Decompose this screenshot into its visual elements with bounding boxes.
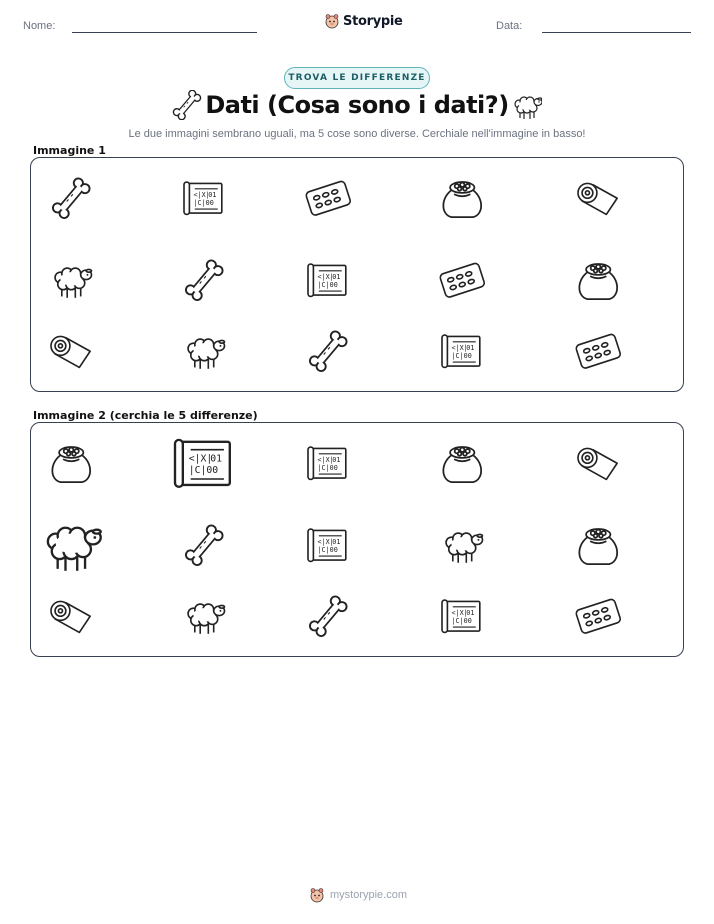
sack-icon[interactable]	[442, 443, 483, 484]
footer	[309, 887, 407, 903]
scroll-icon[interactable]	[175, 434, 234, 493]
scroll-icon[interactable]	[442, 596, 483, 637]
sack-icon	[578, 260, 619, 301]
bone-icon	[308, 331, 349, 372]
roll-icon	[51, 331, 92, 372]
name-label: Nome:	[23, 20, 56, 32]
mascot-icon	[324, 13, 340, 29]
bone-icon[interactable]	[184, 525, 225, 566]
sack-icon[interactable]	[51, 443, 92, 484]
sheep-icon[interactable]	[442, 525, 483, 566]
tablet-icon	[308, 178, 349, 219]
date-label: Data:	[496, 20, 523, 32]
bone-icon	[184, 260, 225, 301]
sack-icon[interactable]	[578, 525, 619, 566]
tablet-icon	[578, 331, 619, 372]
scroll-icon	[308, 260, 349, 301]
bone-icon	[51, 178, 92, 219]
bone-icon[interactable]	[308, 596, 349, 637]
scroll-icon	[184, 178, 225, 219]
tablet-icon[interactable]	[578, 596, 619, 637]
instructions: Le due immagini sembrano uguali, ma 5 cose sono diverse. Cerchiale nell'immagine in basso!	[128, 128, 586, 140]
page-title: Dati (Cosa sono i dati?)	[205, 91, 509, 119]
brand-name: Storypie	[343, 13, 403, 29]
panel2-label: Immagine 2 (cerchia le 5 differenze)	[33, 409, 258, 422]
image-1-panel	[30, 157, 684, 392]
sheep-icon	[512, 93, 542, 123]
scroll-icon	[442, 331, 483, 372]
sheep-icon	[184, 331, 225, 372]
footer-url: mystorypie.com	[330, 889, 408, 901]
sheep-icon[interactable]	[184, 596, 225, 637]
worksheet-type-badge: TROVA LE DIFFERENZE	[284, 67, 430, 89]
brand-logo	[324, 13, 403, 29]
sheep-icon	[51, 260, 92, 301]
date-field[interactable]	[542, 32, 691, 33]
sheep-icon[interactable]	[42, 516, 101, 575]
roll-icon[interactable]	[51, 596, 92, 637]
mascot-icon	[309, 887, 325, 903]
name-field[interactable]	[72, 32, 257, 33]
scroll-icon[interactable]	[308, 525, 349, 566]
scroll-icon[interactable]	[308, 443, 349, 484]
tablet-icon	[442, 260, 483, 301]
image-2-panel[interactable]	[30, 422, 684, 657]
sack-icon	[442, 178, 483, 219]
panel1-label: Immagine 1	[33, 144, 106, 157]
roll-icon[interactable]	[578, 443, 619, 484]
roll-icon	[578, 178, 619, 219]
